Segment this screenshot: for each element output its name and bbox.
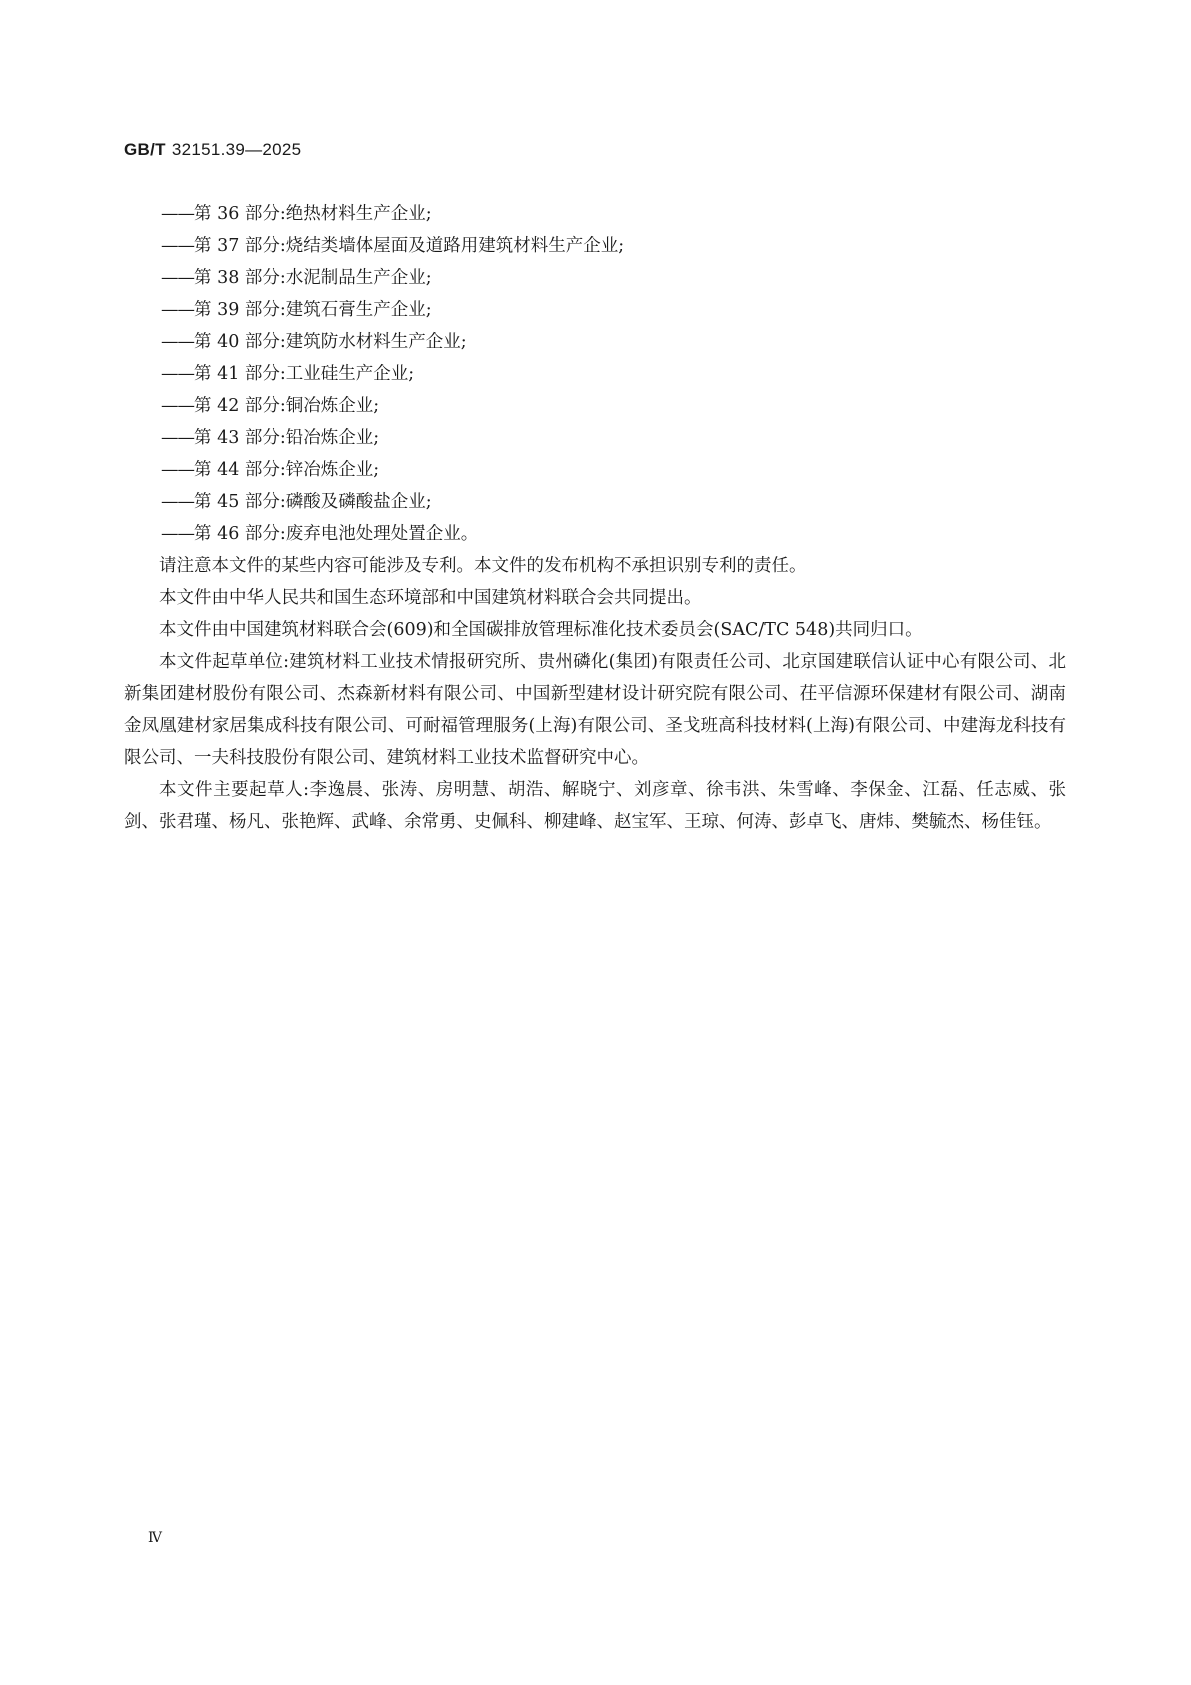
- list-item-text: 第 37 部分:烧结类墙体屋面及道路用建筑材料生产企业;: [194, 236, 625, 256]
- list-dash: ——: [161, 396, 194, 416]
- page-number: Ⅳ: [148, 1530, 162, 1546]
- list-item-text: 第 44 部分:锌冶炼企业;: [194, 460, 380, 480]
- list-dash: ——: [161, 300, 194, 320]
- list-item: [124, 518, 1066, 550]
- standard-code-prefix: GB/T: [124, 140, 166, 159]
- document-body: [124, 198, 1066, 838]
- list-dash: ——: [161, 524, 194, 544]
- list-item: [124, 262, 1066, 294]
- list-item: [124, 390, 1066, 422]
- list-item: [124, 486, 1066, 518]
- list-dash: ——: [161, 268, 194, 288]
- centralized-by-paragraph: 本文件由中国建筑材料联合会(609)和全国碳排放管理标准化技术委员会(SAC/TC 548)共同归口。: [159, 620, 923, 640]
- parts-list: [124, 198, 1066, 550]
- main-drafters-paragraph: 本文件主要起草人:李逸晨、张涛、房明慧、胡浩、解晓宁、刘彦章、徐韦洪、朱雪峰、李保金、江磊、任志威、张剑、张君瑾、杨凡、张艳辉、武峰、余常勇、史佩科、柳建峰、赵宝军、王琼、何涛、彭卓飞、唐炜、樊毓杰、杨佳钰。: [124, 780, 1066, 832]
- list-item-text: 第 43 部分:铅冶炼企业;: [194, 428, 380, 448]
- list-dash: ——: [161, 460, 194, 480]
- list-item-text: 第 41 部分:工业硅生产企业;: [194, 364, 415, 384]
- list-dash: ——: [161, 492, 194, 512]
- list-item: [124, 326, 1066, 358]
- list-item: [124, 422, 1066, 454]
- list-item-text: 第 46 部分:废弃电池处理处置企业。: [194, 524, 479, 544]
- list-item-text: 第 39 部分:建筑石膏生产企业;: [194, 300, 432, 320]
- proposed-by-paragraph: 本文件由中华人民共和国生态环境部和中国建筑材料联合会共同提出。: [159, 588, 702, 608]
- standard-code-number: 32151.39—2025: [171, 140, 302, 159]
- list-item: [124, 358, 1066, 390]
- list-item: [124, 198, 1066, 230]
- list-dash: ——: [161, 332, 194, 352]
- list-item-text: 第 45 部分:磷酸及磷酸盐企业;: [194, 492, 432, 512]
- list-dash: ——: [161, 236, 194, 256]
- list-dash: ——: [161, 428, 194, 448]
- list-item-text: 第 42 部分:铜冶炼企业;: [194, 396, 380, 416]
- standard-code-header: [124, 140, 301, 160]
- list-item: [124, 294, 1066, 326]
- list-item-text: 第 36 部分:绝热材料生产企业;: [194, 204, 432, 224]
- list-dash: ——: [161, 364, 194, 384]
- list-item: [124, 454, 1066, 486]
- drafting-units-paragraph: 本文件起草单位:建筑材料工业技术情报研究所、贵州磷化(集团)有限责任公司、北京国建联信认证中心有限公司、北新集团建材股份有限公司、杰森新材料有限公司、中国新型建材设计研究院有限公司、茌平信源环保建材有限公司、湖南金凤凰建材家居集成科技有限公司、可耐福管理服务(上海)有限公司、圣戈班高科技材料(上海)有限公司、中建海龙科技有限公司、一夫科技股份有限公司、建筑材料工业技术监督研究中心。: [124, 652, 1066, 768]
- list-dash: ——: [161, 204, 194, 224]
- list-item-text: 第 40 部分:建筑防水材料生产企业;: [194, 332, 467, 352]
- patent-notice-paragraph: 请注意本文件的某些内容可能涉及专利。本文件的发布机构不承担识别专利的责任。: [159, 556, 807, 576]
- list-item-text: 第 38 部分:水泥制品生产企业;: [194, 268, 432, 288]
- list-item: [124, 230, 1066, 262]
